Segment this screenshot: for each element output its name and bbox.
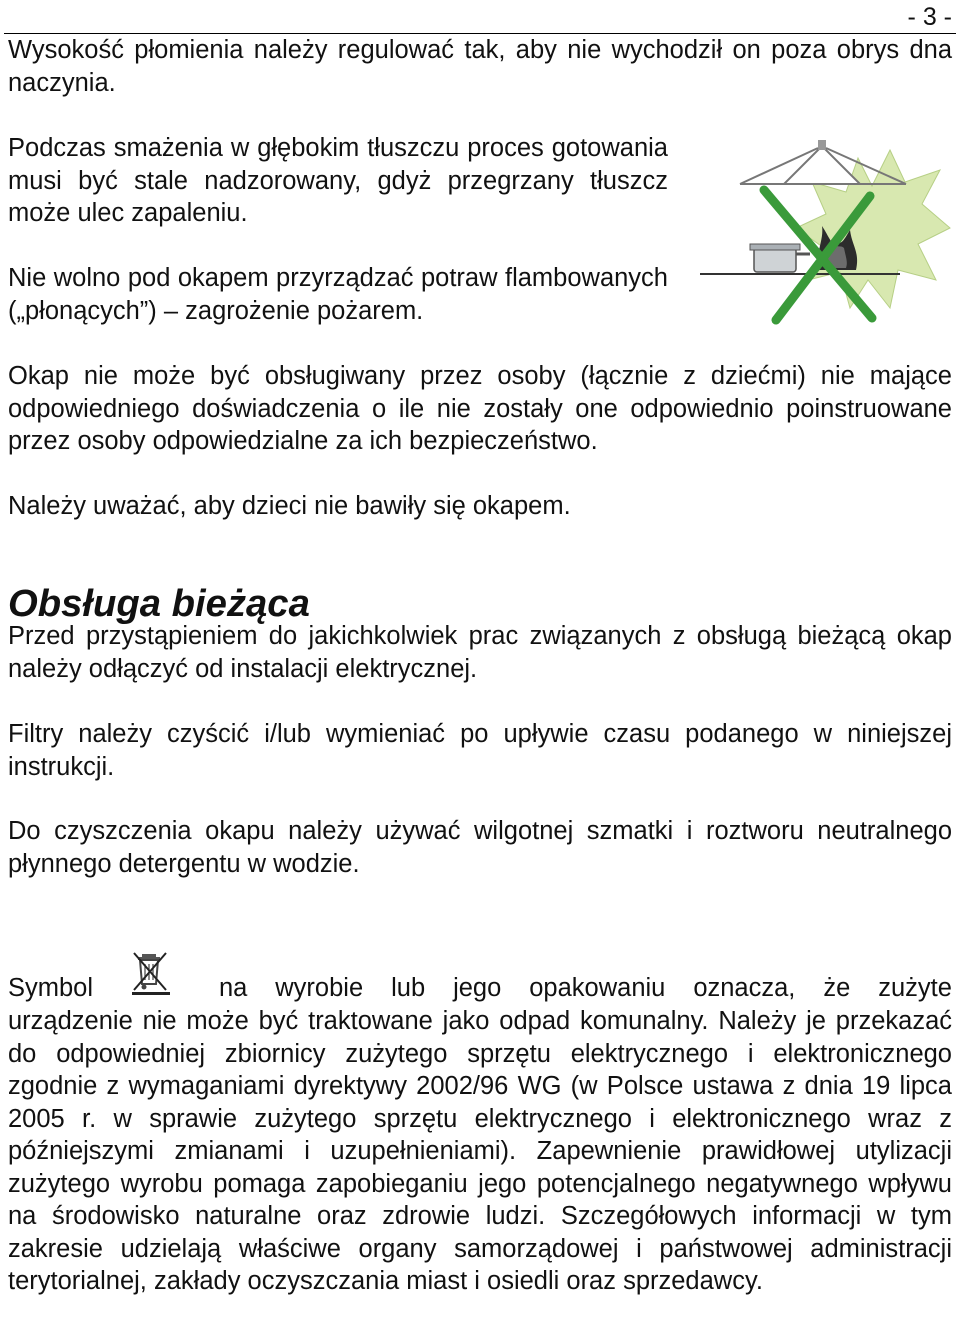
- paragraph-filters: Filtry należy czyścić i/lub wymieniać po upływie czasu podanego w niniejszej instrukcji.: [8, 720, 952, 781]
- weee-word: wyrobie: [275, 974, 364, 1002]
- paragraph-children-supervision: Okap nie może być obsługiwany przez osoby (łącznie z dziećmi) nie mające odpowiedniego doświadczenia o ile nie zostały one odpowiednio poinstruowane przez osoby odpowiedzialne za ich bezpieczeństwo.: [8, 362, 952, 455]
- weee-word: na: [218, 974, 248, 1002]
- paragraph-flame-height: Wysokość płomienia należy regulować tak, aby nie wychodził on poza obrys dna naczynia.: [8, 36, 952, 97]
- page-number: - 3 -: [907, 3, 952, 31]
- weee-first-line: [8, 972, 952, 1005]
- weee-word: jego: [453, 974, 502, 1002]
- weee-word: zużyte: [878, 974, 952, 1002]
- paragraph-deep-frying: Podczas smażenia w głębokim tłuszczu proces gotowania musi być stale nadzorowany, gdyż przegrzany tłuszcz może ulec zapaleniu.: [8, 134, 668, 227]
- weee-word: że: [823, 974, 851, 1002]
- paragraph-flambe-warning: Nie wolno pod okapem przyrządzać potraw flambowanych („płonących”) – zagrożenie pożarem.: [8, 264, 668, 325]
- no-flambe-under-hood-icon: [700, 140, 952, 325]
- paragraph-weee-disposal: urządzenie nie może być traktowane jako odpad komunalny. Należy je przekazać do odpowiedniej zbiornicy zużytego sprzętu elektrycznego i elektronicznego zgodnie z wymaganiami dyrektywy 2002/96 WG (w Polsce ustawa z dnia 19 lipca 2005 r. w sprawie zużytego sprzętu elektrycznego i elektronicznego wraz z późniejszymi zmianami i uzupełnieniami). Zapewnienie prawidłowej utylizacji zużytego wyrobu pomaga zapobieganiu jego potencjalnego negatywnego wpływu na środowisko naturalne oraz zdrowie ludzi. Szczegółowych informacji w tym zakresie udzielają właściwe organy samorządowej i państwowej administracji terytorialnej, zakłady oczyszczania miast i osiedli oraz sprzedawcy.: [8, 1007, 952, 1295]
- weee-word-symbol: Symbol: [8, 974, 94, 1002]
- weee-word: lub: [391, 974, 426, 1002]
- weee-word: oznacza,: [693, 974, 796, 1002]
- paragraph-disconnect-power: Przed przystąpieniem do jakichkolwiek prac związanych z obsługą bieżącą okap należy odłączyć od instalacji elektrycznej.: [8, 622, 952, 683]
- paragraph-cleaning: Do czyszczenia okapu należy używać wilgotnej szmatki i roztworu neutralnego płynnego detergentu w wodzie.: [8, 817, 952, 878]
- weee-word: opakowaniu: [529, 974, 666, 1002]
- section-heading: Obsługa bieżąca: [8, 582, 310, 625]
- paragraph-children-play: Należy uważać, aby dzieci nie bawiły się okapem.: [8, 492, 571, 520]
